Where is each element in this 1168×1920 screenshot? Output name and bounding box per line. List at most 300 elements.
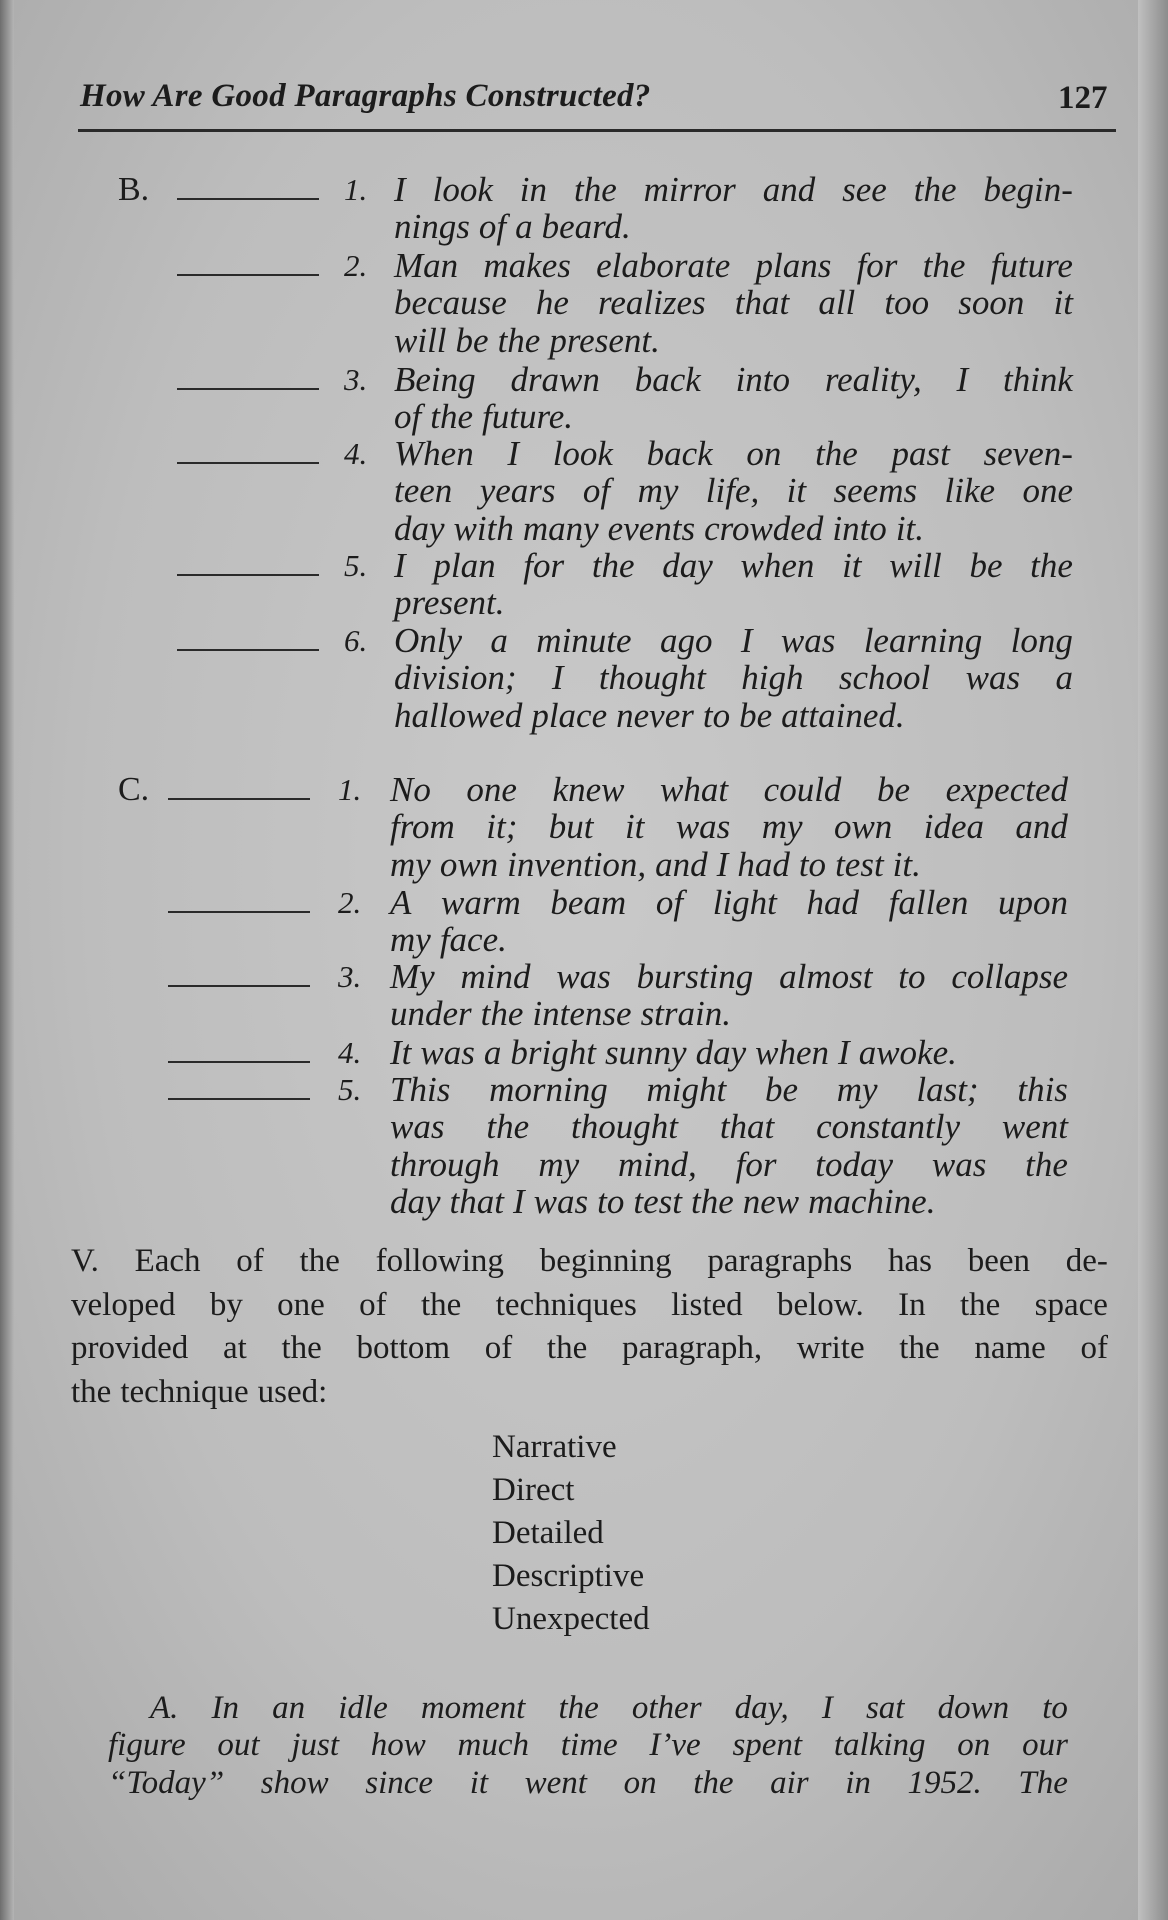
word: I [716,844,729,884]
word: A. [150,1690,179,1726]
word: it [786,471,807,511]
word: a [483,1033,502,1072]
word: into [735,360,791,399]
word: “Today” [108,1764,225,1801]
word: for [523,546,565,585]
word: it. [895,508,925,548]
item-text [390,771,1068,883]
word: of [1080,1330,1108,1366]
item-number: 4. [344,436,368,471]
word: A [390,883,412,922]
word: spent [732,1727,803,1764]
item-text [394,622,1073,734]
answer-blank[interactable] [177,274,319,276]
word: minute [536,621,632,660]
word: might [646,1070,727,1109]
word: I [394,170,406,209]
technique-option: Unexpected [492,1601,650,1637]
word: other [631,1690,702,1726]
word: talking [833,1727,926,1764]
item-text [390,958,1068,1033]
section-label: C. [118,771,150,808]
word: he [535,283,569,323]
word: it. [892,844,921,884]
word: and [762,170,816,209]
item-number: 3. [338,959,362,994]
word: high [741,658,804,698]
word: 1952. [907,1764,982,1801]
paragraph-line [108,1727,1068,1764]
section-label: B. [118,171,150,208]
text-line [390,921,1068,958]
word: bright [510,1033,596,1072]
word: test [633,1181,682,1221]
word: my [390,920,431,960]
paragraph-line [71,1327,1108,1371]
word: morning [489,1070,608,1109]
word: the [430,397,473,437]
word: went [1001,1107,1068,1147]
word: hallowed [394,695,523,735]
word: never [616,695,694,735]
word: was [556,957,611,996]
word: machine. [808,1181,936,1221]
word: had [806,883,859,922]
word: sat [865,1690,905,1726]
word: I [513,1181,525,1221]
word: be [455,320,489,360]
text-line [390,1183,1068,1220]
technique-option: Descriptive [492,1558,645,1594]
word: beginning [539,1243,672,1279]
item-number: 6. [344,623,368,658]
word: and [655,844,708,884]
word: what [660,770,729,809]
word: learning [863,621,983,660]
answer-blank[interactable] [168,911,310,913]
word: attained. [781,695,905,735]
text-line [390,995,1068,1032]
answer-blank[interactable] [177,574,319,576]
word: below. [776,1286,864,1323]
word: following [375,1243,504,1279]
word: be [764,1070,799,1109]
word: past [891,434,950,473]
word: time [560,1727,618,1764]
word: just [291,1727,339,1764]
word: Only [394,621,463,660]
word: place [531,695,608,735]
word: a [515,207,533,247]
word: and [1015,807,1068,847]
word: expected [945,770,1068,809]
word: to [898,957,926,996]
word: an [272,1690,306,1726]
word: fallen [888,883,969,922]
text-line [394,284,1073,321]
word: day [662,546,713,585]
text-line [390,808,1068,845]
word: of [394,397,422,437]
word: my [538,1144,580,1184]
word: intense [532,994,632,1034]
word: years [479,471,556,511]
word: My [390,957,435,996]
item-text [394,361,1073,436]
word: will [889,546,942,585]
word: listed [671,1286,743,1323]
word: de- [1065,1243,1108,1279]
word: V. [71,1243,99,1279]
word: that [734,283,790,323]
item-number: 2. [338,885,362,920]
word: was [533,1181,589,1221]
word: name [974,1330,1046,1366]
word: space [1034,1286,1108,1323]
word: down [937,1690,1010,1726]
word: Being [394,360,476,399]
word: was [965,658,1021,698]
text-line [394,697,1073,734]
word: to [597,1181,625,1221]
word: be [969,546,1003,585]
word: bottom [356,1330,451,1366]
word: the [922,246,966,285]
answer-blank[interactable] [177,198,319,200]
word: invention, [507,844,647,884]
item-number: 5. [338,1072,362,1107]
answer-blank[interactable] [168,1098,310,1100]
word: When [394,434,474,473]
word: No [390,770,431,809]
item-text [394,171,1073,246]
item-text [394,247,1073,359]
word: paragraph, [621,1330,763,1366]
word: idea [923,807,984,847]
word: under [390,994,472,1034]
text-line [390,884,1068,921]
word: when [740,546,815,585]
word: on [957,1727,991,1764]
word: it [1053,283,1073,323]
answer-blank[interactable] [168,985,310,987]
word: it [624,807,645,847]
text-line [390,958,1068,995]
word: of [582,471,611,511]
paragraph-line [71,1371,1108,1415]
page-edge-shadow [0,0,14,1920]
text-line [394,510,1073,547]
word: at [223,1330,247,1366]
answer-blank[interactable] [168,798,310,800]
word: by [209,1286,243,1323]
word: the [573,170,617,209]
text-line [394,171,1073,208]
word: it [842,546,862,585]
word: last; [916,1070,979,1109]
word: present. [394,583,505,623]
answer-blank[interactable] [177,462,319,464]
word: In [211,1690,240,1726]
text-line [390,1108,1068,1145]
word: light [712,883,777,922]
word: of [484,1330,513,1366]
paragraph-line [71,1240,1108,1284]
word: mind [460,957,531,996]
word: in [519,170,548,209]
word: many [522,508,599,548]
word: drawn [510,360,600,399]
word: on [746,434,782,473]
item-number: 3. [344,362,368,397]
text-line [394,361,1073,398]
page-gutter-shadow [1138,0,1168,1920]
word: plans [755,246,832,285]
item-text [394,547,1073,622]
word: the [480,994,524,1034]
word: that [719,1107,775,1147]
word: day [695,1033,747,1072]
word: I’ve [649,1727,701,1764]
word: but [548,807,594,847]
item-number: 5. [344,548,368,583]
word: own [833,807,893,847]
word: thought [598,658,706,698]
word: Each [134,1243,201,1279]
word: out [217,1727,260,1764]
text-line [394,622,1073,659]
word: in [845,1764,871,1801]
word: my [390,844,431,884]
word: reality, [824,360,922,399]
word: techniques [495,1286,637,1323]
word: was [780,621,836,660]
word: day, [734,1690,789,1726]
word: the [1030,546,1073,585]
technique-option: Narrative [492,1429,617,1465]
word: events [607,508,696,548]
word: I [507,434,520,473]
word: one [466,770,517,809]
item-text [390,884,1068,959]
word: Man [394,246,459,285]
word: beard. [541,207,631,247]
word: the [690,1181,734,1221]
word: our [1022,1727,1068,1764]
word: of [236,1243,264,1279]
word: a [490,621,508,660]
word: In [898,1286,926,1323]
word: this [1017,1070,1068,1109]
word: beam [550,883,627,922]
word: the [591,546,635,585]
text-line [394,472,1073,509]
word: sunny [604,1033,687,1072]
word: see [842,170,887,209]
word: all [818,283,856,323]
word: I [956,360,969,399]
word: on [623,1764,657,1801]
text-line [390,846,1068,883]
word: has [887,1243,932,1279]
word: warm [441,883,521,922]
word: a [1055,658,1073,698]
word: provided [71,1330,189,1366]
word: look [552,434,613,473]
item-number: 4. [338,1035,362,1070]
word: from [390,807,455,847]
word: nings [394,207,470,247]
word: to [702,695,731,735]
word: idle [338,1690,388,1726]
word: the [959,1286,1001,1323]
word: into [832,508,887,548]
word: mirror [643,170,736,209]
word: It [390,1033,412,1072]
technique-option: Detailed [492,1515,604,1551]
word: of [655,883,684,922]
item-number: 2. [344,248,368,283]
word: for [856,246,898,285]
word: of [359,1286,387,1323]
answer-blank[interactable] [177,649,319,651]
word: look [432,170,493,209]
word: the [913,170,957,209]
word: used: [257,1373,328,1410]
word: constantly [816,1107,961,1147]
word: my [637,471,679,511]
text-line [394,659,1073,696]
word: I [740,621,753,660]
paragraph-line [108,1765,1068,1802]
text-line [394,584,1073,621]
word: collapse [951,957,1068,996]
word: ago [659,621,713,660]
word: face. [439,920,507,960]
item-number: 1. [338,772,362,807]
word: it; [486,807,518,847]
word: strain. [640,994,732,1034]
word: realizes [598,283,706,323]
word: soon [958,283,1025,323]
item-text [390,1071,1068,1220]
word: how [370,1727,426,1764]
text-line [390,1146,1068,1183]
technique-option: Direct [492,1472,575,1508]
word: I [394,546,406,585]
word: was [931,1144,987,1184]
word: the [421,1286,462,1323]
word: think [1002,360,1073,399]
word: present. [549,320,660,360]
word: crowded [704,508,824,548]
word: the [281,1330,322,1366]
word: had [737,844,790,884]
word: today [815,1144,894,1184]
item-text [390,1034,1068,1071]
word: bursting [636,957,754,996]
word: the [546,1330,588,1366]
word: new [742,1181,800,1221]
word: was [390,1107,445,1147]
word: teen [394,471,453,511]
word: because [394,283,507,323]
word: future [990,246,1073,285]
answer-blank[interactable] [168,1061,310,1063]
item-number: 1. [344,172,368,207]
text-line [390,1034,1068,1071]
word: be [739,695,773,735]
word: veloped [71,1286,176,1323]
word: my [761,807,803,847]
word: school [838,658,931,698]
word: through [390,1144,500,1184]
header-rule [78,129,1116,132]
answer-blank[interactable] [177,388,319,390]
word: to [798,844,827,884]
text-line [394,398,1073,435]
item-text [394,435,1073,547]
word: seems [833,471,918,511]
running-head: How Are Good Paragraphs Constructed? [80,78,651,114]
word: the [558,1690,599,1726]
word: that [449,1181,504,1221]
word: the [299,1243,340,1279]
word: This [390,1070,451,1109]
word: write [796,1330,865,1366]
word: could [763,770,842,809]
word: upon [997,883,1068,922]
paragraph-line [150,1690,1068,1727]
word: paragraphs [707,1243,853,1279]
word: went [524,1764,587,1801]
paragraph-line [71,1284,1108,1328]
word: was [420,1033,475,1072]
word: I [821,1690,833,1726]
word: seven- [983,434,1073,473]
word: day [390,1181,441,1221]
word: been [967,1243,1030,1279]
word: with [453,508,514,548]
word: show [260,1764,329,1801]
word: will [394,320,447,360]
word: to [1042,1690,1068,1726]
word: almost [779,957,873,996]
text-line [394,547,1073,584]
text-line [390,771,1068,808]
word: when [755,1033,830,1072]
word: of [478,207,507,247]
word: back [634,360,701,399]
text-line [390,1071,1068,1108]
word: technique [120,1373,249,1410]
word: elaborate [596,246,731,285]
word: was [675,807,731,847]
word: one [1022,471,1073,511]
word: much [457,1727,530,1764]
word: the [899,1330,940,1366]
word: thought [570,1107,678,1147]
word: my [836,1070,878,1109]
text-line [394,435,1073,472]
word: makes [483,246,571,285]
word: the [1025,1144,1068,1184]
word: air [770,1764,809,1801]
word: the [486,1107,530,1147]
word: it [469,1764,489,1801]
text-line [394,322,1073,359]
word: mind, [618,1144,697,1184]
